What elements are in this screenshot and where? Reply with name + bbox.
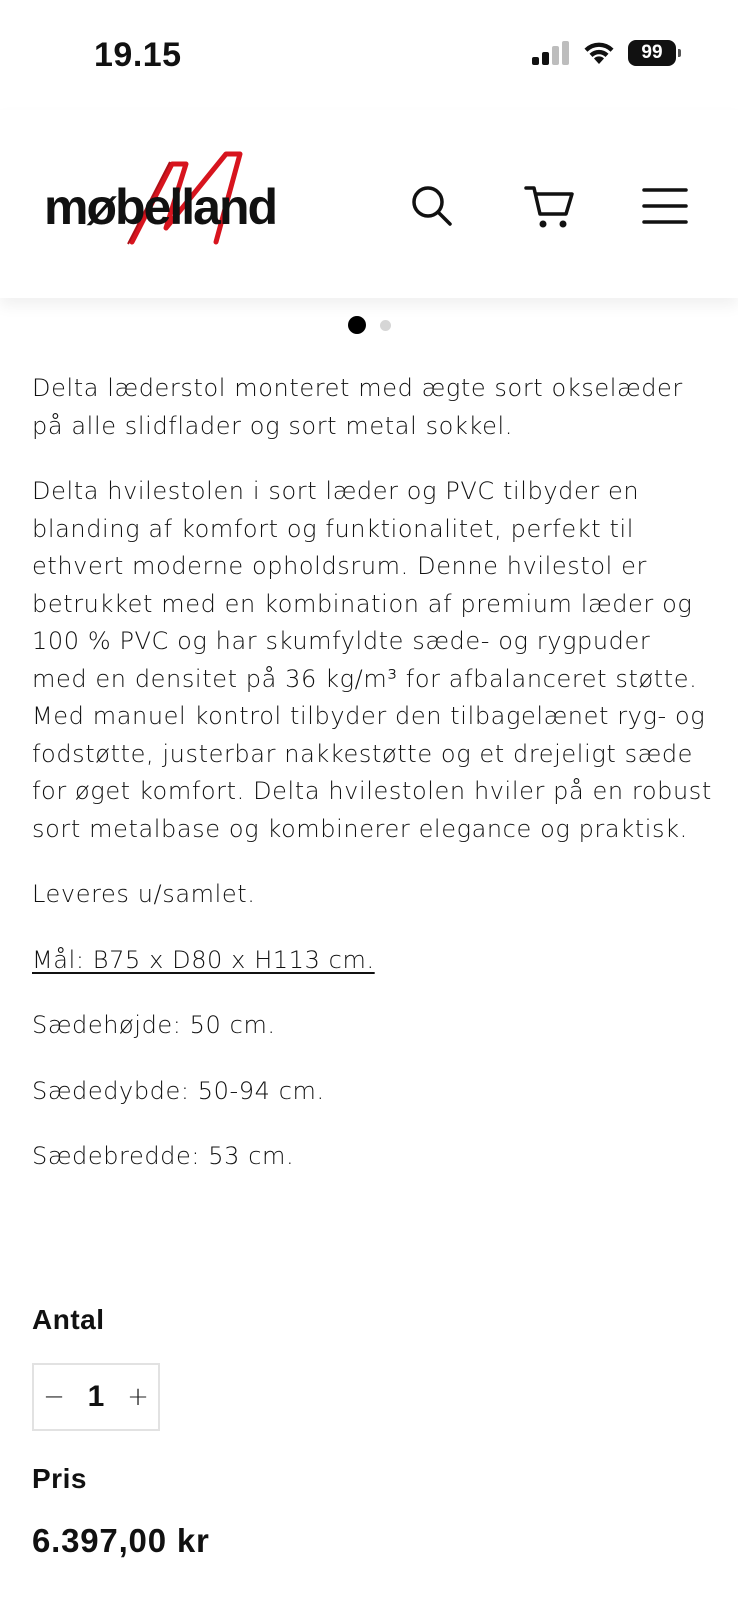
logo-text: møbelland: [44, 179, 277, 235]
site-header: [0, 110, 738, 298]
delivery-note: Leveres u/samlet.: [32, 880, 256, 908]
price-value: 6.397,00 kr: [32, 1522, 210, 1559]
quantity-value[interactable]: 1: [87, 1380, 105, 1413]
wifi-icon: [582, 40, 616, 66]
product-description: [32, 370, 712, 1204]
dimensions-text: Mål: B75 x D80 x H113 cm.: [32, 945, 375, 974]
decrease-quantity-button[interactable]: −: [43, 1382, 65, 1412]
cart-icon[interactable]: [524, 182, 576, 230]
seat-width-text: Sædebredde: 53 cm.: [32, 1142, 295, 1170]
cellular-signal-icon: [532, 41, 570, 65]
seat-height-text: Sædehøjde: 50 cm.: [32, 1011, 276, 1039]
image-carousel-dots: [0, 316, 738, 336]
menu-icon[interactable]: [642, 182, 688, 230]
quantity-stepper: [32, 1363, 160, 1431]
search-icon[interactable]: [408, 182, 456, 230]
quantity-label: Antal: [32, 1304, 105, 1335]
battery-level: 99: [641, 42, 663, 63]
price-label: Pris: [32, 1463, 87, 1494]
status-time: 19.15: [94, 36, 182, 74]
status-icons: [532, 40, 676, 66]
carousel-dot[interactable]: [380, 320, 391, 331]
seat-depth-text: Sædedybde: 50-94 cm.: [32, 1076, 325, 1105]
carousel-dot-active[interactable]: [348, 316, 366, 334]
description-paragraph: Delta læderstol monteret med ægte sort okselæder på alle slidflader og sort metal sokkel.: [32, 374, 683, 440]
battery-indicator: [628, 40, 676, 66]
store-logo[interactable]: [40, 150, 290, 260]
description-paragraph: Delta hvilestolen i sort læder og PVC tilbyder en blanding af komfort og funktionalitet, perfekt til ethvert moderne opholdsrum. Denne hvilestol er betrukket med en kombination af premium læder og 100 % PVC og har skumfyldte sæde- og rygpuder med en densitet på 36 kg/m³ for afbalanceret støtte. Med manuel kontrol tilbyder den tilbagelænet ryg- og fodstøtte, justerbar nakkestøtte og et drejeligt sæde for øget komfort. Delta hvilestolen hviler på en robust sort metalbase og kombinerer elegance og praktisk.: [32, 477, 712, 843]
increase-quantity-button[interactable]: +: [127, 1382, 149, 1412]
status-bar: [0, 0, 738, 110]
